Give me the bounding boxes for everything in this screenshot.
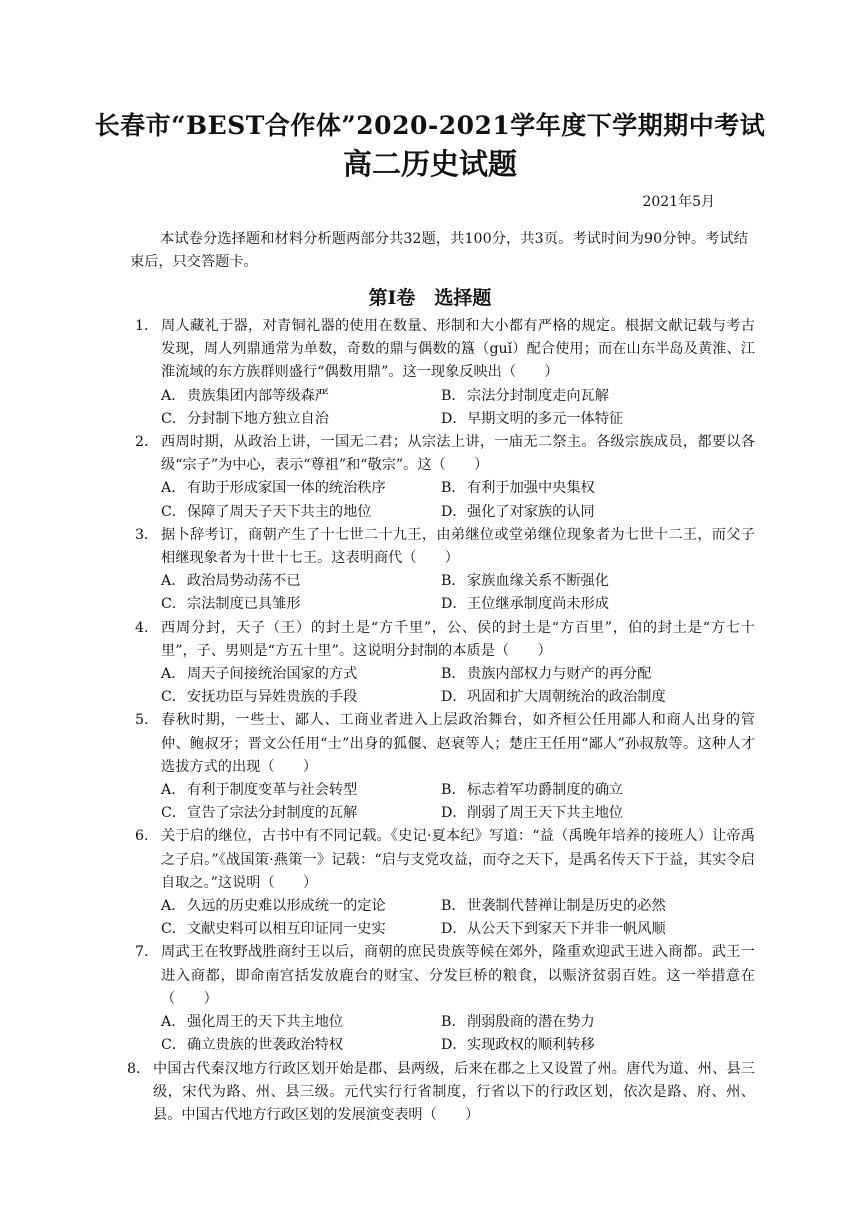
option-c: [161, 408, 441, 431]
option-a: [161, 779, 441, 802]
question-5: [135, 709, 755, 825]
option-b: [441, 477, 761, 500]
question-number: 8．: [127, 1060, 151, 1077]
option-c: [161, 593, 441, 616]
option-label: B．: [441, 666, 466, 683]
option-c: [161, 501, 441, 524]
option-list: [161, 895, 755, 941]
option-a: [161, 895, 441, 918]
option-c: [161, 1034, 441, 1057]
option-c: [161, 802, 441, 825]
option-a: [161, 570, 441, 593]
option-text: 有利于加强中央集权: [467, 480, 595, 497]
option-text: 有助于形成家国一体的统治秩序: [187, 480, 386, 497]
option-text: 安抚功臣与异姓贵族的手段: [187, 689, 358, 706]
question-number: 3．: [135, 526, 159, 543]
option-label: A．: [161, 782, 186, 799]
question-stem: 关于启的继位，古书中有不同记载。《史记·夏本纪》写道：“益（禹晚年培养的接班人）让帝禹之子启。”《战国策·燕策一》记载：“启与支党攻益，而夺之天下，是禹名传天下于益，其实令启自取之。”这说明（ ）: [161, 828, 755, 891]
option-text: 世袭制代替禅让制是历史的必然: [467, 898, 666, 915]
option-d: [441, 918, 761, 941]
question-1: [135, 315, 755, 431]
question-stem: 西周分封，天子（王）的封土是“方千里”，公、侯的封土是“方百里”，伯的封土是“方七十里”，子、男则是“方五十里”。这说明分封制的本质是（ ）: [161, 619, 755, 659]
option-text: 标志着军功爵制度的确立: [467, 782, 624, 799]
option-label: A．: [161, 666, 186, 683]
option-label: D．: [441, 689, 467, 706]
option-label: A．: [161, 480, 186, 497]
option-text: 文献史料可以相互印证同一史实: [187, 921, 386, 938]
exam-subtitle: 高二历史试题: [342, 147, 517, 181]
option-text: 政治局势动荡不已: [187, 573, 301, 590]
exam-instructions: 本试卷分选择题和材料分析题两部分共32题，共100分，共3页。考试时间为90分钟。考试结束后，只交答题卡。: [130, 231, 748, 270]
option-text: 确立贵族的世袭政治特权: [187, 1037, 344, 1054]
question-number: 5．: [135, 712, 159, 729]
option-text: 强化周王的天下共主地位: [187, 1014, 344, 1031]
option-label: D．: [441, 1037, 467, 1054]
option-label: B．: [441, 1014, 466, 1031]
option-d: [441, 501, 761, 524]
option-c: [161, 686, 441, 709]
option-text: 早期文明的多元一体特征: [467, 410, 624, 427]
question-stem: 中国古代秦汉地方行政区划开始是郡、县两级，后来在郡之上又设置了州。唐代为道、州、县三级，宋代为路、州、县三级。元代实行行省制度，行省以下的行政区划，依次是路、府、州、县。中国古代地方行政区划的发展演变表明（ ）: [153, 1060, 755, 1123]
question-number: 4．: [135, 619, 159, 636]
question-3: [135, 524, 755, 617]
option-b: [441, 663, 761, 686]
option-a: [161, 477, 441, 500]
option-label: C．: [161, 410, 187, 427]
option-text: 从公天下到家天下并非一帆风顺: [467, 921, 666, 938]
question-list: [127, 315, 755, 1127]
option-d: [441, 1034, 761, 1057]
option-list: [161, 1011, 755, 1057]
option-text: 有利于制度变革与社会转型: [187, 782, 358, 799]
option-text: 削弱殷商的潜在势力: [467, 1014, 595, 1031]
option-text: 巩固和扩大周朝统治的政治制度: [467, 689, 666, 706]
option-d: [441, 802, 761, 825]
section-title: 第Ⅰ卷 选择题: [368, 287, 492, 309]
option-b: [441, 1011, 761, 1034]
option-text: 强化了对家族的认同: [467, 503, 595, 520]
option-a: [161, 1011, 441, 1034]
option-a: [161, 385, 441, 408]
option-label: C．: [161, 805, 187, 822]
option-text: 宣告了宗法分封制度的瓦解: [187, 805, 358, 822]
option-label: D．: [441, 805, 467, 822]
question-2: [135, 431, 755, 524]
option-b: [441, 779, 761, 802]
question-4: [135, 617, 755, 710]
option-label: C．: [161, 503, 187, 520]
question-8: [127, 1058, 755, 1128]
option-text: 贵族内部权力与财产的再分配: [467, 666, 652, 683]
option-label: A．: [161, 387, 186, 404]
question-6: [135, 825, 755, 941]
option-b: [441, 895, 761, 918]
exam-date: 2021年5月: [642, 194, 715, 210]
question-stem: 据卜辞考订，商朝产生了十七世二十九王，由弟继位或堂弟继位现象者为七世十二王，而父子相继现象者为十世十七王。这表明商代（ ）: [161, 526, 755, 567]
question-number: 6．: [135, 828, 159, 845]
option-list: [161, 779, 755, 825]
question-7: [135, 941, 755, 1057]
option-text: 宗法分封制度走向瓦解: [467, 387, 609, 404]
option-label: C．: [161, 689, 187, 706]
option-text: 王位继承制度尚未形成: [467, 596, 609, 613]
question-number: 7．: [135, 944, 159, 961]
option-label: A．: [161, 898, 186, 915]
option-b: [441, 385, 761, 408]
option-label: D．: [441, 410, 467, 427]
question-number: 1．: [135, 318, 159, 334]
option-list: [161, 570, 755, 616]
option-d: [441, 686, 761, 709]
question-stem: 周人藏礼于器，对青铜礼器的使用在数量、形制和大小都有严格的规定。根据文献记载与考古发现，周人列鼎通常为单数，奇数的鼎与偶数的簋（guǐ）配合使用；而在山东半岛及黄淮、江淮流域的东方族群则盛行“偶数用鼎”。这一现象反映出（ ）: [161, 318, 755, 381]
option-label: D．: [441, 596, 467, 613]
option-text: 保障了周天子天下共主的地位: [187, 503, 372, 520]
option-d: [441, 593, 761, 616]
option-d: [441, 408, 761, 431]
option-text: 周天子间接统治国家的方式: [187, 666, 358, 683]
question-number: 2．: [135, 434, 159, 451]
option-text: 家族血缘关系不断强化: [467, 573, 609, 590]
option-list: [161, 385, 755, 431]
option-label: A．: [161, 1014, 186, 1031]
question-stem: 西周时期，从政治上讲，一国无二君；从宗法上讲，一庙无二祭主。各级宗族成员，都要以各级“宗子”为中心，表示“尊祖”和“敬宗”。这（ ）: [161, 434, 755, 474]
option-label: D．: [441, 503, 467, 520]
option-list: [161, 477, 755, 523]
option-c: [161, 918, 441, 941]
option-label: B．: [441, 898, 466, 915]
option-label: B．: [441, 782, 466, 799]
option-list: [161, 663, 755, 709]
option-label: B．: [441, 480, 466, 497]
option-label: C．: [161, 1037, 187, 1054]
option-text: 实现政权的顺利转移: [467, 1037, 595, 1054]
option-text: 宗法制度已具雏形: [187, 596, 301, 613]
question-stem: 周武王在牧野战胜商纣王以后，商朝的庶民贵族等候在郊外，隆重欢迎武王进入商都。武王一进入商都，即命南宫括发放鹿台的财宝、分发巨桥的粮食，以赈济贫弱百姓。这一举措意在（ ）: [161, 944, 755, 1007]
option-a: [161, 663, 441, 686]
option-label: A．: [161, 573, 186, 590]
option-label: C．: [161, 921, 187, 938]
option-text: 贵族集团内部等级森严: [187, 387, 329, 404]
option-label: B．: [441, 573, 466, 590]
option-label: D．: [441, 921, 467, 938]
exam-title: 长春市“BEST合作体”2020-2021学年度下学期期中考试: [94, 111, 766, 140]
option-text: 久远的历史难以形成统一的定论: [187, 898, 386, 915]
option-label: B．: [441, 387, 466, 404]
option-b: [441, 570, 761, 593]
option-text: 削弱了周王天下共主地位: [467, 805, 624, 822]
option-text: 分封制下地方独立自治: [187, 410, 329, 427]
question-stem: 春秋时期，一些士、鄙人、工商业者进入上层政治舞台，如齐桓公任用鄙人和商人出身的管仲、鲍叔牙；晋文公任用“士”出身的狐偃、赵衰等人；楚庄王任用“鄙人”孙叔敖等。这种人才选拔方式的出现（ ）: [161, 712, 755, 775]
option-label: C．: [161, 596, 187, 613]
